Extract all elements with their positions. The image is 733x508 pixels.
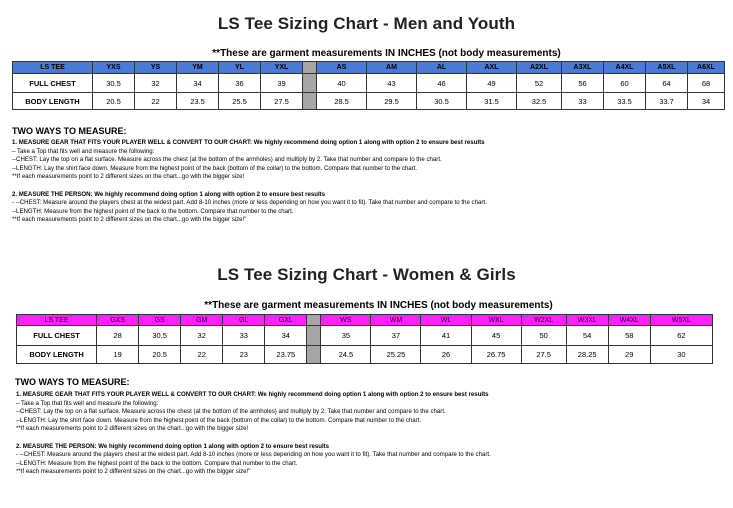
women-separator-cell [307, 346, 321, 364]
instruction-line: **If each measurements point to 2 different sizes on the chart...go with the bigger size! [16, 425, 249, 433]
table-cell: 20.5 [139, 346, 181, 364]
table-cell: 23.75 [265, 346, 307, 364]
table-cell: 32 [181, 326, 223, 346]
instruction-line: --LENGTH: Measure from the highest point of the back to the bottom. Compare that number to the chart. [16, 459, 298, 467]
table-cell: 62 [650, 326, 712, 346]
table-cell: 35 [321, 326, 371, 346]
table-cell: 30.5 [93, 74, 135, 93]
size-header-w5xl: W5XL [650, 315, 712, 326]
men-row-label: FULL CHEST [13, 74, 93, 93]
table-cell: 64 [646, 74, 688, 93]
table-cell: 34 [688, 93, 725, 110]
table-cell: 27.5 [261, 93, 303, 110]
table-cell: 32 [135, 74, 177, 93]
men-separator-cell [303, 93, 317, 110]
table-cell: 22 [135, 93, 177, 110]
table-cell: 56 [562, 74, 604, 93]
men-row-label: BODY LENGTH [13, 93, 93, 110]
women-length-row [17, 346, 713, 364]
table-cell: 19 [97, 346, 139, 364]
table-cell: 33 [223, 326, 265, 346]
size-header-ys: YS [135, 62, 177, 74]
instruction-line: - --CHEST: Measure around the players chest at the widest part. Add 8-10 inches (more or less depending on how you want it to fit). Take that number and compare to the chart. [16, 451, 491, 459]
women-chart-subtitle: **These are garment measurements IN INCHES (not body measurements) [204, 300, 553, 311]
size-header-gm: GM [181, 315, 223, 326]
table-cell: 20.5 [93, 93, 135, 110]
instruction-line: --LENGTH: Measure from the highest point of the back to the bottom. Compare that number to the chart. [12, 207, 294, 215]
instruction-line: 2. MEASURE THE PERSON: We highly recommend doing option 1 along with option 2 to ensure best results [16, 442, 330, 450]
table-cell: 25.5 [219, 93, 261, 110]
size-header-al: AL [417, 62, 467, 74]
size-header-wm: WM [371, 315, 421, 326]
table-cell: 26.75 [471, 346, 521, 364]
size-header-a4xl: A4XL [604, 62, 646, 74]
instruction-line: **If each measurements point to 2 different sizes on the chart...go with the bigger size!" [12, 216, 247, 224]
instruction-line: 1. MEASURE GEAR THAT FITS YOUR PLAYER WELL & CONVERT TO OUR CHART: We highly recommend doing option 1 along with option 2 to ensure best results [16, 391, 489, 398]
instruction-line: - --CHEST: Measure around the players chest at the widest part. Add 8-10 inches (more or less depending on how you want it to fit). Take that number and compare to the chart. [12, 199, 487, 207]
instruction-line: 1. MEASURE GEAR THAT FITS YOUR PLAYER WELL & CONVERT TO OUR CHART: We highly recommend doing option 1 along with option 2 to ensure best results [12, 139, 485, 146]
size-header-wxl: WXL [471, 315, 521, 326]
instruction-line: – Take a Top that fits well and measure the following: [16, 399, 159, 407]
size-header-am: AM [367, 62, 417, 74]
men-chart-title: LS Tee Sizing Chart - Men and Youth [217, 14, 516, 33]
women-header-label: LS TEE [17, 315, 97, 326]
table-cell: 40 [317, 74, 367, 93]
size-header-ws: WS [321, 315, 371, 326]
table-cell: 29 [608, 346, 650, 364]
size-header-gxl: GXL [265, 315, 307, 326]
size-header-yxs: YXS [93, 62, 135, 74]
instruction-line: --CHEST: Lay the top on a flat surface. Measure across the chest (at the bottom of the armholes) and multiply by 2. Take that number and compare to the chart. [16, 408, 446, 416]
men-header-label: LS TEE [13, 62, 93, 74]
size-header-gl: GL [223, 315, 265, 326]
table-cell: 45 [471, 326, 521, 346]
instruction-line [16, 434, 731, 443]
size-header-w2xl: W2XL [521, 315, 566, 326]
women-size-table [16, 314, 713, 364]
table-cell: 22 [181, 346, 223, 364]
table-cell: 52 [517, 74, 562, 93]
table-cell: 30 [650, 346, 712, 364]
table-cell: 33.5 [604, 93, 646, 110]
size-header-a2xl: A2XL [517, 62, 562, 74]
women-ways-heading: TWO WAYS TO MEASURE: [15, 377, 130, 387]
size-header-ym: YM [177, 62, 219, 74]
table-cell: 24.5 [321, 346, 371, 364]
table-cell: 54 [566, 326, 608, 346]
table-cell: 43 [367, 74, 417, 93]
instruction-line: **If each measurements point to 2 different sizes on the chart...go with the bigger size!" [16, 468, 251, 476]
table-cell: 28.25 [566, 346, 608, 364]
men-chart-subtitle: **These are garment measurements IN INCHES (not body measurements) [212, 48, 561, 59]
table-cell: 60 [604, 74, 646, 93]
women-chest-row [17, 326, 713, 346]
women-row-label: BODY LENGTH [17, 346, 97, 364]
size-header-a5xl: A5XL [646, 62, 688, 74]
instruction-line: --CHEST: Lay the top on a flat surface. Measure across the chest (at the bottom of the armholes) and multiply by 2. Take that number and compare to the chart. [12, 156, 442, 164]
instruction-line [12, 182, 727, 191]
men-header-row [13, 62, 725, 74]
table-cell: 50 [521, 326, 566, 346]
women-chart-title: LS Tee Sizing Chart - Women & Girls [217, 265, 516, 284]
women-separator-cell [307, 326, 321, 346]
table-cell: 49 [467, 74, 517, 93]
women-row-label: FULL CHEST [17, 326, 97, 346]
size-header-yxl: YXL [261, 62, 303, 74]
table-cell: 23 [223, 346, 265, 364]
table-cell: 28 [97, 326, 139, 346]
men-separator-cell [303, 74, 317, 93]
instruction-line: 2. MEASURE THE PERSON: We highly recommend doing option 1 along with option 2 to ensure best results [12, 190, 326, 198]
size-header-gxs: GXS [97, 315, 139, 326]
size-header-w4xl: W4XL [608, 315, 650, 326]
size-header-axl: AXL [467, 62, 517, 74]
table-cell: 29.5 [367, 93, 417, 110]
size-header-w3xl: W3XL [566, 315, 608, 326]
table-cell: 25.25 [371, 346, 421, 364]
size-header-as: AS [317, 62, 367, 74]
instruction-line: --LENGTH: Lay the shirt face down. Measure from the highest point of the back (bottom of the collar) to the bottom. Compare that number to the chart. [12, 164, 418, 172]
men-instructions [12, 139, 727, 225]
men-separator-header [303, 62, 317, 74]
table-cell: 39 [261, 74, 303, 93]
table-cell: 26 [421, 346, 471, 364]
table-cell: 31.5 [467, 93, 517, 110]
instruction-line: – Take a Top that fits well and measure the following: [12, 147, 155, 155]
men-size-table [12, 61, 725, 110]
table-cell: 28.5 [317, 93, 367, 110]
size-header-a6xl: A6XL [688, 62, 725, 74]
table-cell: 34 [177, 74, 219, 93]
instruction-line: **If each measurements point to 2 different sizes on the chart...go with the bigger size! [12, 173, 245, 181]
table-cell: 58 [608, 326, 650, 346]
table-cell: 30.5 [417, 93, 467, 110]
men-length-row [13, 93, 725, 110]
table-cell: 30.5 [139, 326, 181, 346]
table-cell: 27.5 [521, 346, 566, 364]
table-cell: 41 [421, 326, 471, 346]
men-chest-row [13, 74, 725, 93]
table-cell: 33 [562, 93, 604, 110]
women-instructions [16, 391, 731, 477]
women-separator-header [307, 315, 321, 326]
women-header-row [17, 315, 713, 326]
size-header-a3xl: A3XL [562, 62, 604, 74]
table-cell: 36 [219, 74, 261, 93]
instruction-line: --LENGTH: Lay the shirt face down. Measure from the highest point of the back (bottom of the collar) to the bottom. Compare that number to the chart. [16, 416, 422, 424]
table-cell: 23.5 [177, 93, 219, 110]
table-cell: 46 [417, 74, 467, 93]
table-cell: 68 [688, 74, 725, 93]
table-cell: 33.7 [646, 93, 688, 110]
table-cell: 37 [371, 326, 421, 346]
table-cell: 32.5 [517, 93, 562, 110]
size-header-gs: GS [139, 315, 181, 326]
men-ways-heading: TWO WAYS TO MEASURE: [12, 126, 127, 136]
table-cell: 34 [265, 326, 307, 346]
size-header-wl: WL [421, 315, 471, 326]
size-header-yl: YL [219, 62, 261, 74]
